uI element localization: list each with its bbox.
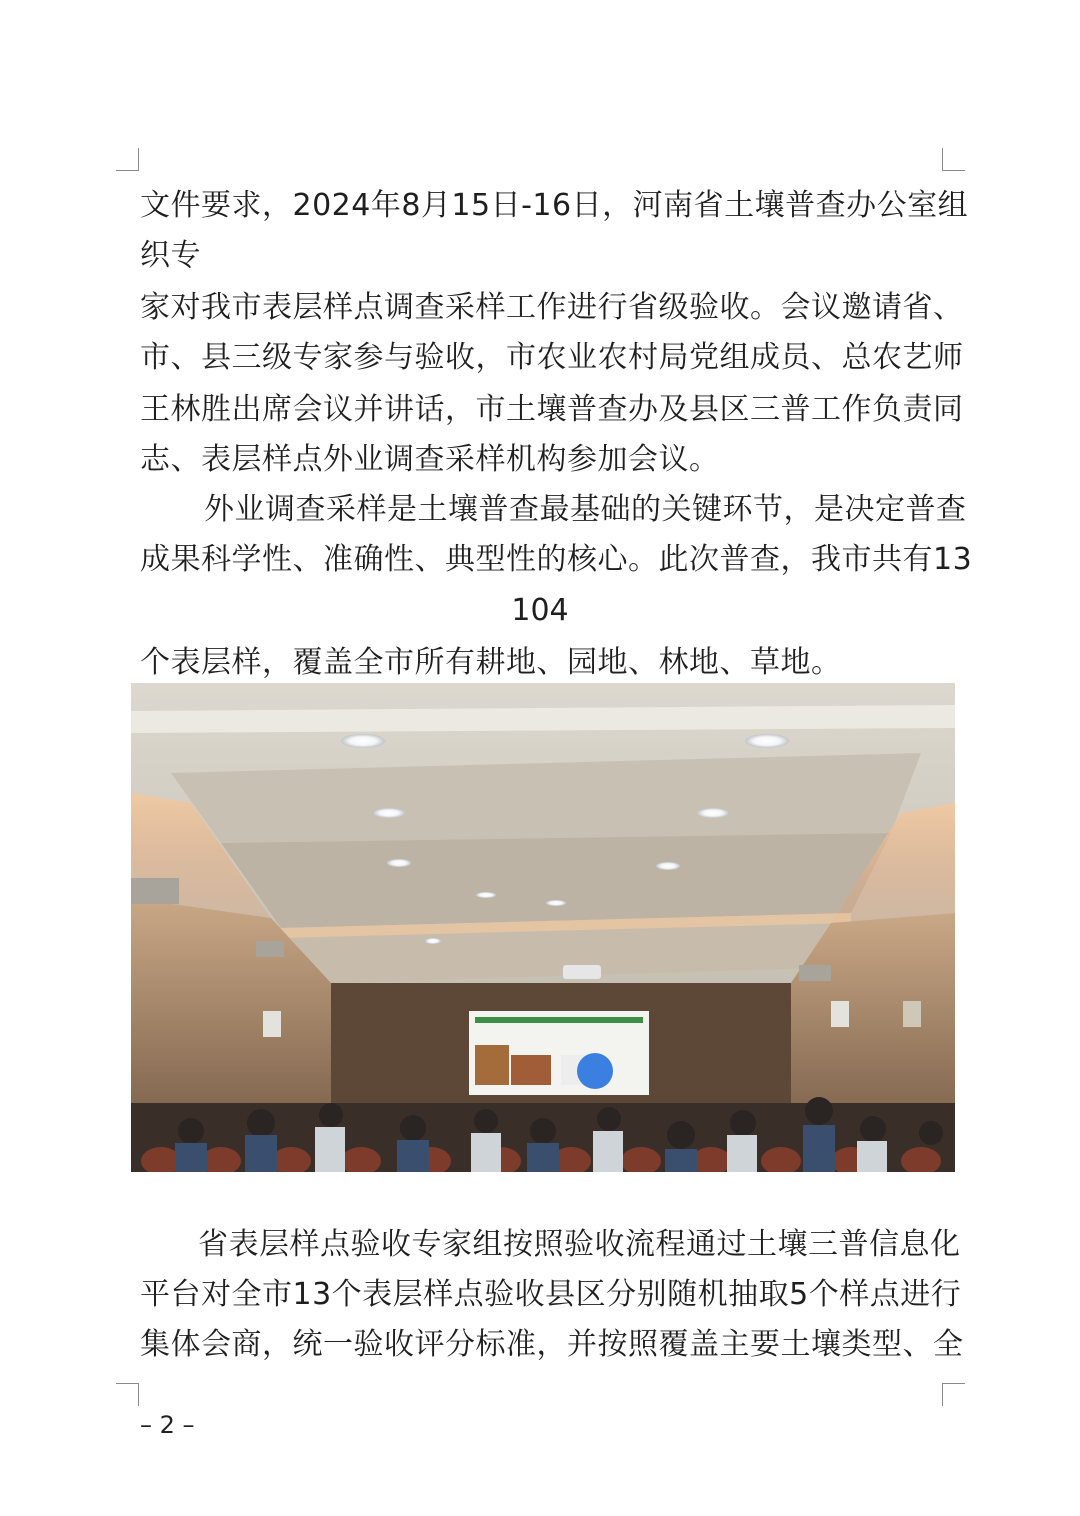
paragraph-line: 104 — [511, 593, 569, 628]
paragraph-line: 省表层样点验收专家组按照验收流程通过土壤三普信息化 — [198, 1227, 961, 1262]
paragraph-line: 外业调查采样是土壤普查最基础的关键环节，是决定普查 — [204, 492, 967, 527]
paragraph-line: 志、表层样点外业调查采样机构参加会议。 — [140, 442, 720, 477]
paragraph-line: 织专 — [140, 238, 201, 273]
paragraph-line: 文件要求，2024年8月15日-16日，河南省土壤普查办公室组 — [140, 188, 969, 223]
crop-mark-bottom-right — [942, 1383, 965, 1406]
meeting-photo — [131, 683, 955, 1172]
paragraph-line: 平台对全市13个表层样点验收县区分别随机抽取5个样点进行 — [140, 1277, 962, 1312]
paragraph-line: 成果科学性、准确性、典型性的核心。此次普查，我市共有13 — [140, 542, 973, 577]
page-number: – 2 – — [140, 1411, 195, 1439]
paragraph-line: 市、县三级专家参与验收，市农业农村局党组成员、总农艺师 — [140, 340, 964, 375]
paragraph-line: 个表层样，覆盖全市所有耕地、园地、林地、草地。 — [140, 645, 842, 680]
paragraph-line: 家对我市表层样点调查采样工作进行省级验收。会议邀请省、 — [140, 290, 964, 325]
crop-mark-bottom-left — [116, 1383, 139, 1406]
paragraph-line: 王林胜出席会议并讲话，市土壤普查办及县区三普工作负责同 — [140, 392, 964, 427]
crop-mark-top-left — [116, 148, 139, 171]
crop-mark-top-right — [942, 148, 965, 171]
paragraph-line: 集体会商，统一验收评分标准，并按照覆盖主要土壤类型、全 — [140, 1327, 964, 1362]
